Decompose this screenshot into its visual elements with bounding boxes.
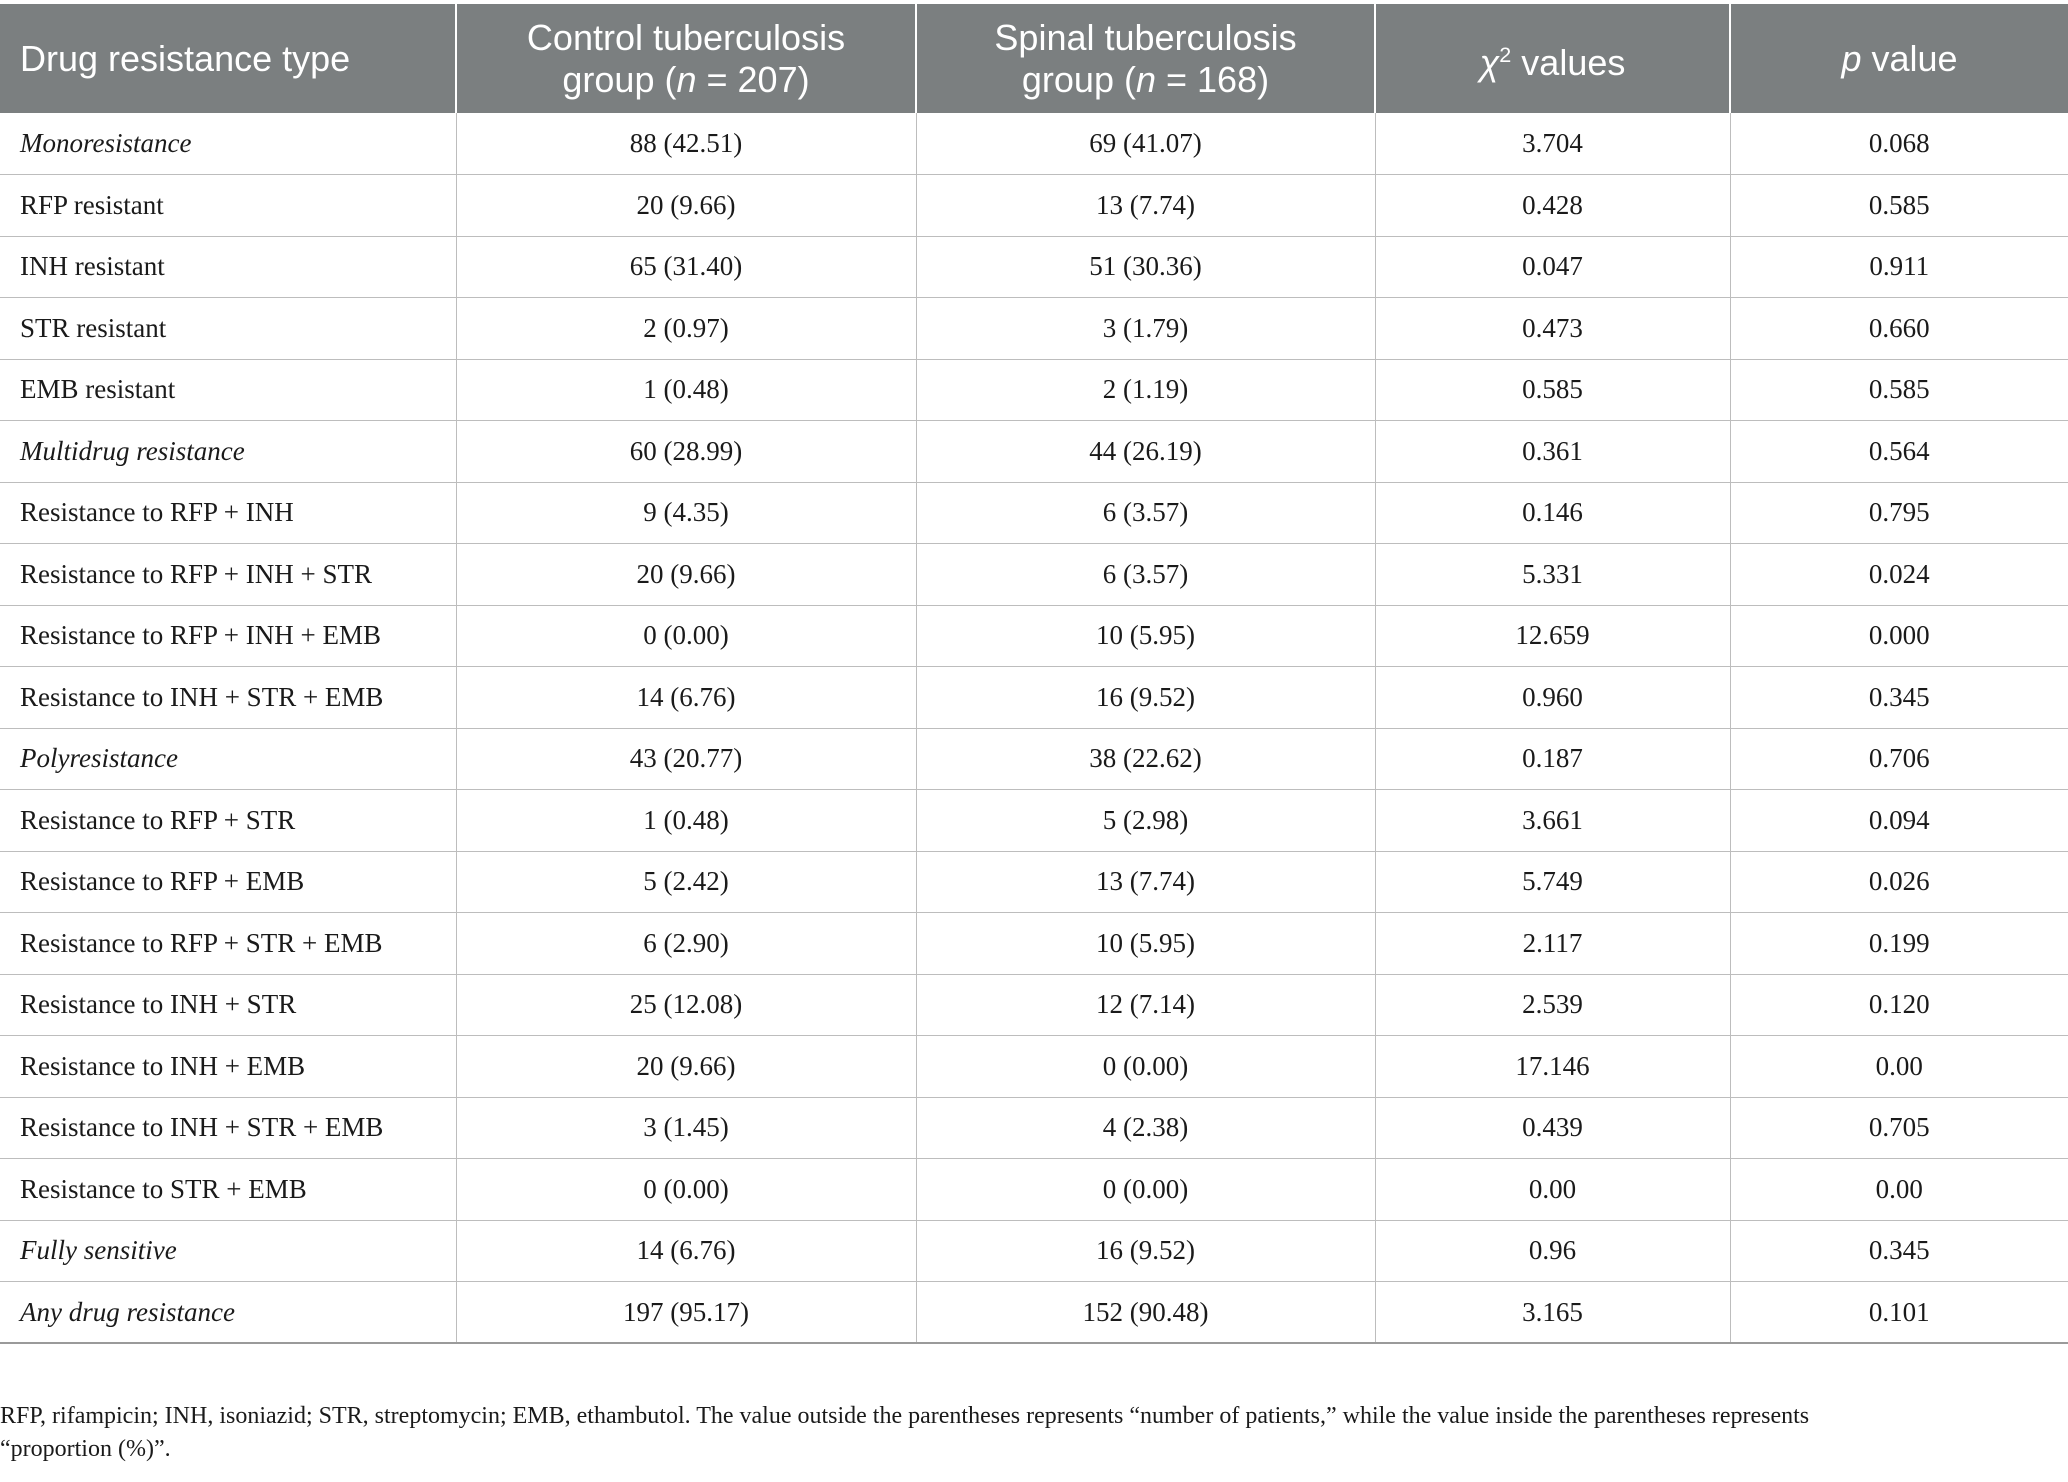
cell-drug-resistance-type: STR resistant [0, 298, 456, 360]
cell-spinal-group: 4 (2.38) [916, 1097, 1375, 1159]
cell-spinal-group: 16 (9.52) [916, 1220, 1375, 1282]
cell-drug-resistance-type: INH resistant [0, 236, 456, 298]
cell-drug-resistance-type: Any drug resistance [0, 1282, 456, 1344]
cell-p-value: 0.000 [1730, 605, 2068, 667]
cell-p-value: 0.068 [1730, 113, 2068, 175]
cell-spinal-group: 6 (3.57) [916, 544, 1375, 606]
cell-control-group: 14 (6.76) [456, 1220, 916, 1282]
cell-control-group: 60 (28.99) [456, 421, 916, 483]
table-row [0, 1036, 2068, 1098]
cell-p-value: 0.00 [1730, 1036, 2068, 1098]
cell-control-group: 1 (0.48) [456, 790, 916, 852]
table-row [0, 1097, 2068, 1159]
cell-p-value: 0.795 [1730, 482, 2068, 544]
cell-spinal-group: 2 (1.19) [916, 359, 1375, 421]
cell-spinal-group: 6 (3.57) [916, 482, 1375, 544]
cell-drug-resistance-type: Resistance to RFP + INH [0, 482, 456, 544]
cell-p-value: 0.024 [1730, 544, 2068, 606]
cell-p-value: 0.345 [1730, 667, 2068, 729]
cell-chi-square-value: 17.146 [1375, 1036, 1730, 1098]
cell-spinal-group: 51 (30.36) [916, 236, 1375, 298]
cell-drug-resistance-type: Resistance to RFP + STR [0, 790, 456, 852]
cell-spinal-group: 13 (7.74) [916, 851, 1375, 913]
cell-control-group: 197 (95.17) [456, 1282, 916, 1344]
table-row [0, 851, 2068, 913]
cell-p-value: 0.564 [1730, 421, 2068, 483]
cell-chi-square-value: 0.473 [1375, 298, 1730, 360]
cell-chi-square-value: 2.117 [1375, 913, 1730, 975]
cell-chi-square-value: 3.704 [1375, 113, 1730, 175]
cell-p-value: 0.199 [1730, 913, 2068, 975]
table-row [0, 790, 2068, 852]
cell-control-group: 43 (20.77) [456, 728, 916, 790]
cell-drug-resistance-type: Resistance to RFP + INH + EMB [0, 605, 456, 667]
cell-p-value: 0.101 [1730, 1282, 2068, 1344]
cell-drug-resistance-type: Resistance to INH + EMB [0, 1036, 456, 1098]
cell-chi-square-value: 2.539 [1375, 974, 1730, 1036]
table-row [0, 544, 2068, 606]
table-row [0, 359, 2068, 421]
cell-drug-resistance-type: Resistance to RFP + EMB [0, 851, 456, 913]
cell-spinal-group: 44 (26.19) [916, 421, 1375, 483]
header-p-value: p value [1730, 4, 2068, 113]
cell-control-group: 3 (1.45) [456, 1097, 916, 1159]
cell-drug-resistance-type: Fully sensitive [0, 1220, 456, 1282]
cell-chi-square-value: 0.187 [1375, 728, 1730, 790]
cell-spinal-group: 69 (41.07) [916, 113, 1375, 175]
cell-chi-square-value: 0.428 [1375, 175, 1730, 237]
cell-spinal-group: 0 (0.00) [916, 1159, 1375, 1221]
table-row [0, 1282, 2068, 1344]
table-row [0, 728, 2068, 790]
cell-drug-resistance-type: Resistance to INH + STR + EMB [0, 1097, 456, 1159]
cell-spinal-group: 152 (90.48) [916, 1282, 1375, 1344]
cell-p-value: 0.094 [1730, 790, 2068, 852]
cell-p-value: 0.120 [1730, 974, 2068, 1036]
cell-control-group: 20 (9.66) [456, 175, 916, 237]
cell-chi-square-value: 12.659 [1375, 605, 1730, 667]
footnote-line-2: “proportion (%)”. [0, 1436, 171, 1462]
cell-p-value: 0.585 [1730, 359, 2068, 421]
cell-control-group: 0 (0.00) [456, 1159, 916, 1221]
cell-spinal-group: 12 (7.14) [916, 974, 1375, 1036]
cell-control-group: 5 (2.42) [456, 851, 916, 913]
table-row [0, 298, 2068, 360]
table-footnote [0, 1400, 2060, 1466]
cell-chi-square-value: 0.146 [1375, 482, 1730, 544]
cell-spinal-group: 5 (2.98) [916, 790, 1375, 852]
table-row [0, 605, 2068, 667]
table-row [0, 1159, 2068, 1221]
header-control-group: Control tuberculosis group (n = 207) [456, 4, 916, 113]
table-row [0, 1220, 2068, 1282]
cell-spinal-group: 10 (5.95) [916, 605, 1375, 667]
footnote-line-1: RFP, rifampicin; INH, isoniazid; STR, streptomycin; EMB, ethambutol. The value outside the parentheses represents “number of patients,” while the value inside the parentheses represents [0, 1403, 1810, 1429]
header-spinal-group: Spinal tuberculosis group (n = 168) [916, 4, 1375, 113]
drug-resistance-table [0, 4, 2068, 1344]
cell-spinal-group: 13 (7.74) [916, 175, 1375, 237]
cell-chi-square-value: 0.361 [1375, 421, 1730, 483]
cell-chi-square-value: 0.047 [1375, 236, 1730, 298]
cell-chi-square-value: 0.439 [1375, 1097, 1730, 1159]
cell-control-group: 1 (0.48) [456, 359, 916, 421]
table-row [0, 175, 2068, 237]
cell-drug-resistance-type: Monoresistance [0, 113, 456, 175]
cell-control-group: 65 (31.40) [456, 236, 916, 298]
cell-control-group: 20 (9.66) [456, 544, 916, 606]
cell-p-value: 0.705 [1730, 1097, 2068, 1159]
cell-control-group: 2 (0.97) [456, 298, 916, 360]
cell-p-value: 0.660 [1730, 298, 2068, 360]
cell-control-group: 20 (9.66) [456, 1036, 916, 1098]
table-row [0, 913, 2068, 975]
cell-drug-resistance-type: Multidrug resistance [0, 421, 456, 483]
table-row [0, 974, 2068, 1036]
table-header-row [0, 4, 2068, 113]
cell-control-group: 14 (6.76) [456, 667, 916, 729]
cell-control-group: 0 (0.00) [456, 605, 916, 667]
header-drug-resistance-type: Drug resistance type [0, 4, 456, 113]
cell-spinal-group: 38 (22.62) [916, 728, 1375, 790]
cell-chi-square-value: 5.749 [1375, 851, 1730, 913]
cell-chi-square-value: 0.585 [1375, 359, 1730, 421]
cell-chi-square-value: 5.331 [1375, 544, 1730, 606]
cell-control-group: 88 (42.51) [456, 113, 916, 175]
cell-spinal-group: 10 (5.95) [916, 913, 1375, 975]
header-chi-square-values: $\chi^2$ values [1375, 4, 1730, 113]
cell-control-group: 6 (2.90) [456, 913, 916, 975]
cell-p-value: 0.585 [1730, 175, 2068, 237]
cell-drug-resistance-type: Resistance to RFP + STR + EMB [0, 913, 456, 975]
cell-chi-square-value: 3.661 [1375, 790, 1730, 852]
cell-chi-square-value: 0.00 [1375, 1159, 1730, 1221]
cell-chi-square-value: 0.960 [1375, 667, 1730, 729]
cell-drug-resistance-type: Resistance to INH + STR + EMB [0, 667, 456, 729]
cell-drug-resistance-type: Resistance to RFP + INH + STR [0, 544, 456, 606]
cell-p-value: 0.706 [1730, 728, 2068, 790]
cell-p-value: 0.00 [1730, 1159, 2068, 1221]
table-row [0, 113, 2068, 175]
table-row [0, 236, 2068, 298]
cell-p-value: 0.026 [1730, 851, 2068, 913]
cell-control-group: 9 (4.35) [456, 482, 916, 544]
cell-spinal-group: 3 (1.79) [916, 298, 1375, 360]
cell-chi-square-value: 0.96 [1375, 1220, 1730, 1282]
cell-drug-resistance-type: Resistance to STR + EMB [0, 1159, 456, 1221]
cell-drug-resistance-type: EMB resistant [0, 359, 456, 421]
cell-chi-square-value: 3.165 [1375, 1282, 1730, 1344]
table-row [0, 421, 2068, 483]
cell-p-value: 0.345 [1730, 1220, 2068, 1282]
table-row [0, 482, 2068, 544]
table-row [0, 667, 2068, 729]
cell-drug-resistance-type: RFP resistant [0, 175, 456, 237]
cell-spinal-group: 16 (9.52) [916, 667, 1375, 729]
cell-drug-resistance-type: Polyresistance [0, 728, 456, 790]
cell-control-group: 25 (12.08) [456, 974, 916, 1036]
cell-drug-resistance-type: Resistance to INH + STR [0, 974, 456, 1036]
cell-p-value: 0.911 [1730, 236, 2068, 298]
cell-spinal-group: 0 (0.00) [916, 1036, 1375, 1098]
